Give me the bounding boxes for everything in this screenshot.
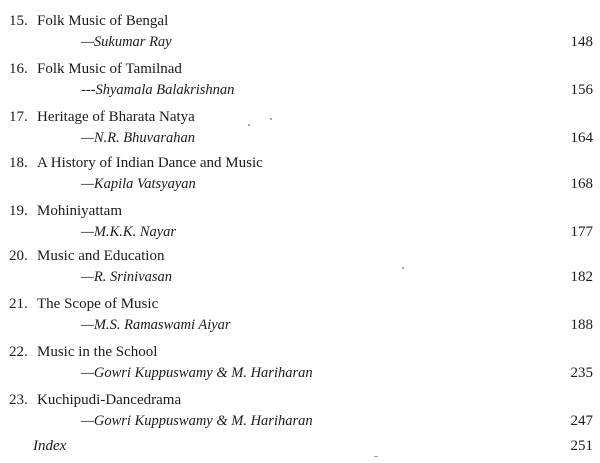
entry-author: —Kapila Vatsyayan [81, 176, 196, 192]
entry-page-number: 182 [570, 269, 593, 285]
entry-page-number: 156 [570, 82, 593, 98]
toc-entry [0, 108, 600, 152]
toc-entry [0, 295, 600, 339]
scan-speck [248, 124, 250, 126]
entry-title: A History of Indian Dance and Music [37, 155, 263, 171]
entry-number: 20. [9, 248, 28, 264]
entry-number: 19. [9, 203, 28, 219]
entry-page-number: 177 [570, 224, 593, 240]
entry-page-number: 247 [570, 413, 593, 429]
entry-page-number: 188 [570, 317, 593, 333]
scan-speck [402, 267, 404, 269]
entry-author: —M.K.K. Nayar [81, 224, 177, 240]
entry-author: —Gowri Kuppuswamy & M. Hariharan [81, 413, 313, 429]
entry-title: Folk Music of Bengal [37, 13, 169, 29]
entry-author: —R. Srinivasan [81, 269, 173, 285]
entry-number: 16. [9, 61, 28, 77]
entry-page-number: 148 [570, 34, 593, 50]
entry-title: Folk Music of Tamilnad [37, 61, 182, 77]
entry-page-number: 164 [570, 130, 593, 146]
toc-entry [0, 12, 600, 56]
entry-author: —Gowri Kuppuswamy & M. Hariharan [81, 365, 313, 381]
toc-entry [0, 391, 600, 435]
entry-page-number: 168 [570, 176, 593, 192]
entry-number: 17. [9, 109, 28, 125]
scan-speck [374, 456, 378, 457]
index-page-number: 251 [570, 438, 593, 454]
toc-entry [0, 247, 600, 291]
entry-author: —N.R. Bhuvarahan [81, 130, 195, 146]
toc-entry [0, 343, 600, 387]
entry-author: —Sukumar Ray [81, 34, 172, 50]
entry-author: ---Shyamala Balakrishnan [81, 82, 235, 98]
entry-title: The Scope of Music [37, 296, 159, 312]
entry-author: —M.S. Ramaswami Aiyar [81, 317, 231, 333]
entry-title: Mohiniyattam [37, 203, 122, 219]
entry-title: Kuchipudi-Dancedrama [37, 392, 182, 408]
entry-title: Music and Education [37, 248, 165, 264]
toc-entry [0, 154, 600, 198]
toc-index-entry [0, 437, 600, 457]
scan-speck [270, 118, 272, 120]
entry-number: 23. [9, 392, 28, 408]
index-label: Index [33, 438, 67, 454]
toc-entry [0, 60, 600, 104]
toc-entry [0, 202, 600, 246]
entry-number: 18. [9, 155, 28, 171]
entry-page-number: 235 [570, 365, 593, 381]
entry-number: 22. [9, 344, 28, 360]
entry-title: Heritage of Bharata Natya [37, 109, 195, 125]
entry-number: 21. [9, 296, 28, 312]
entry-number: 15. [9, 13, 28, 29]
entry-title: Music in the School [37, 344, 158, 360]
